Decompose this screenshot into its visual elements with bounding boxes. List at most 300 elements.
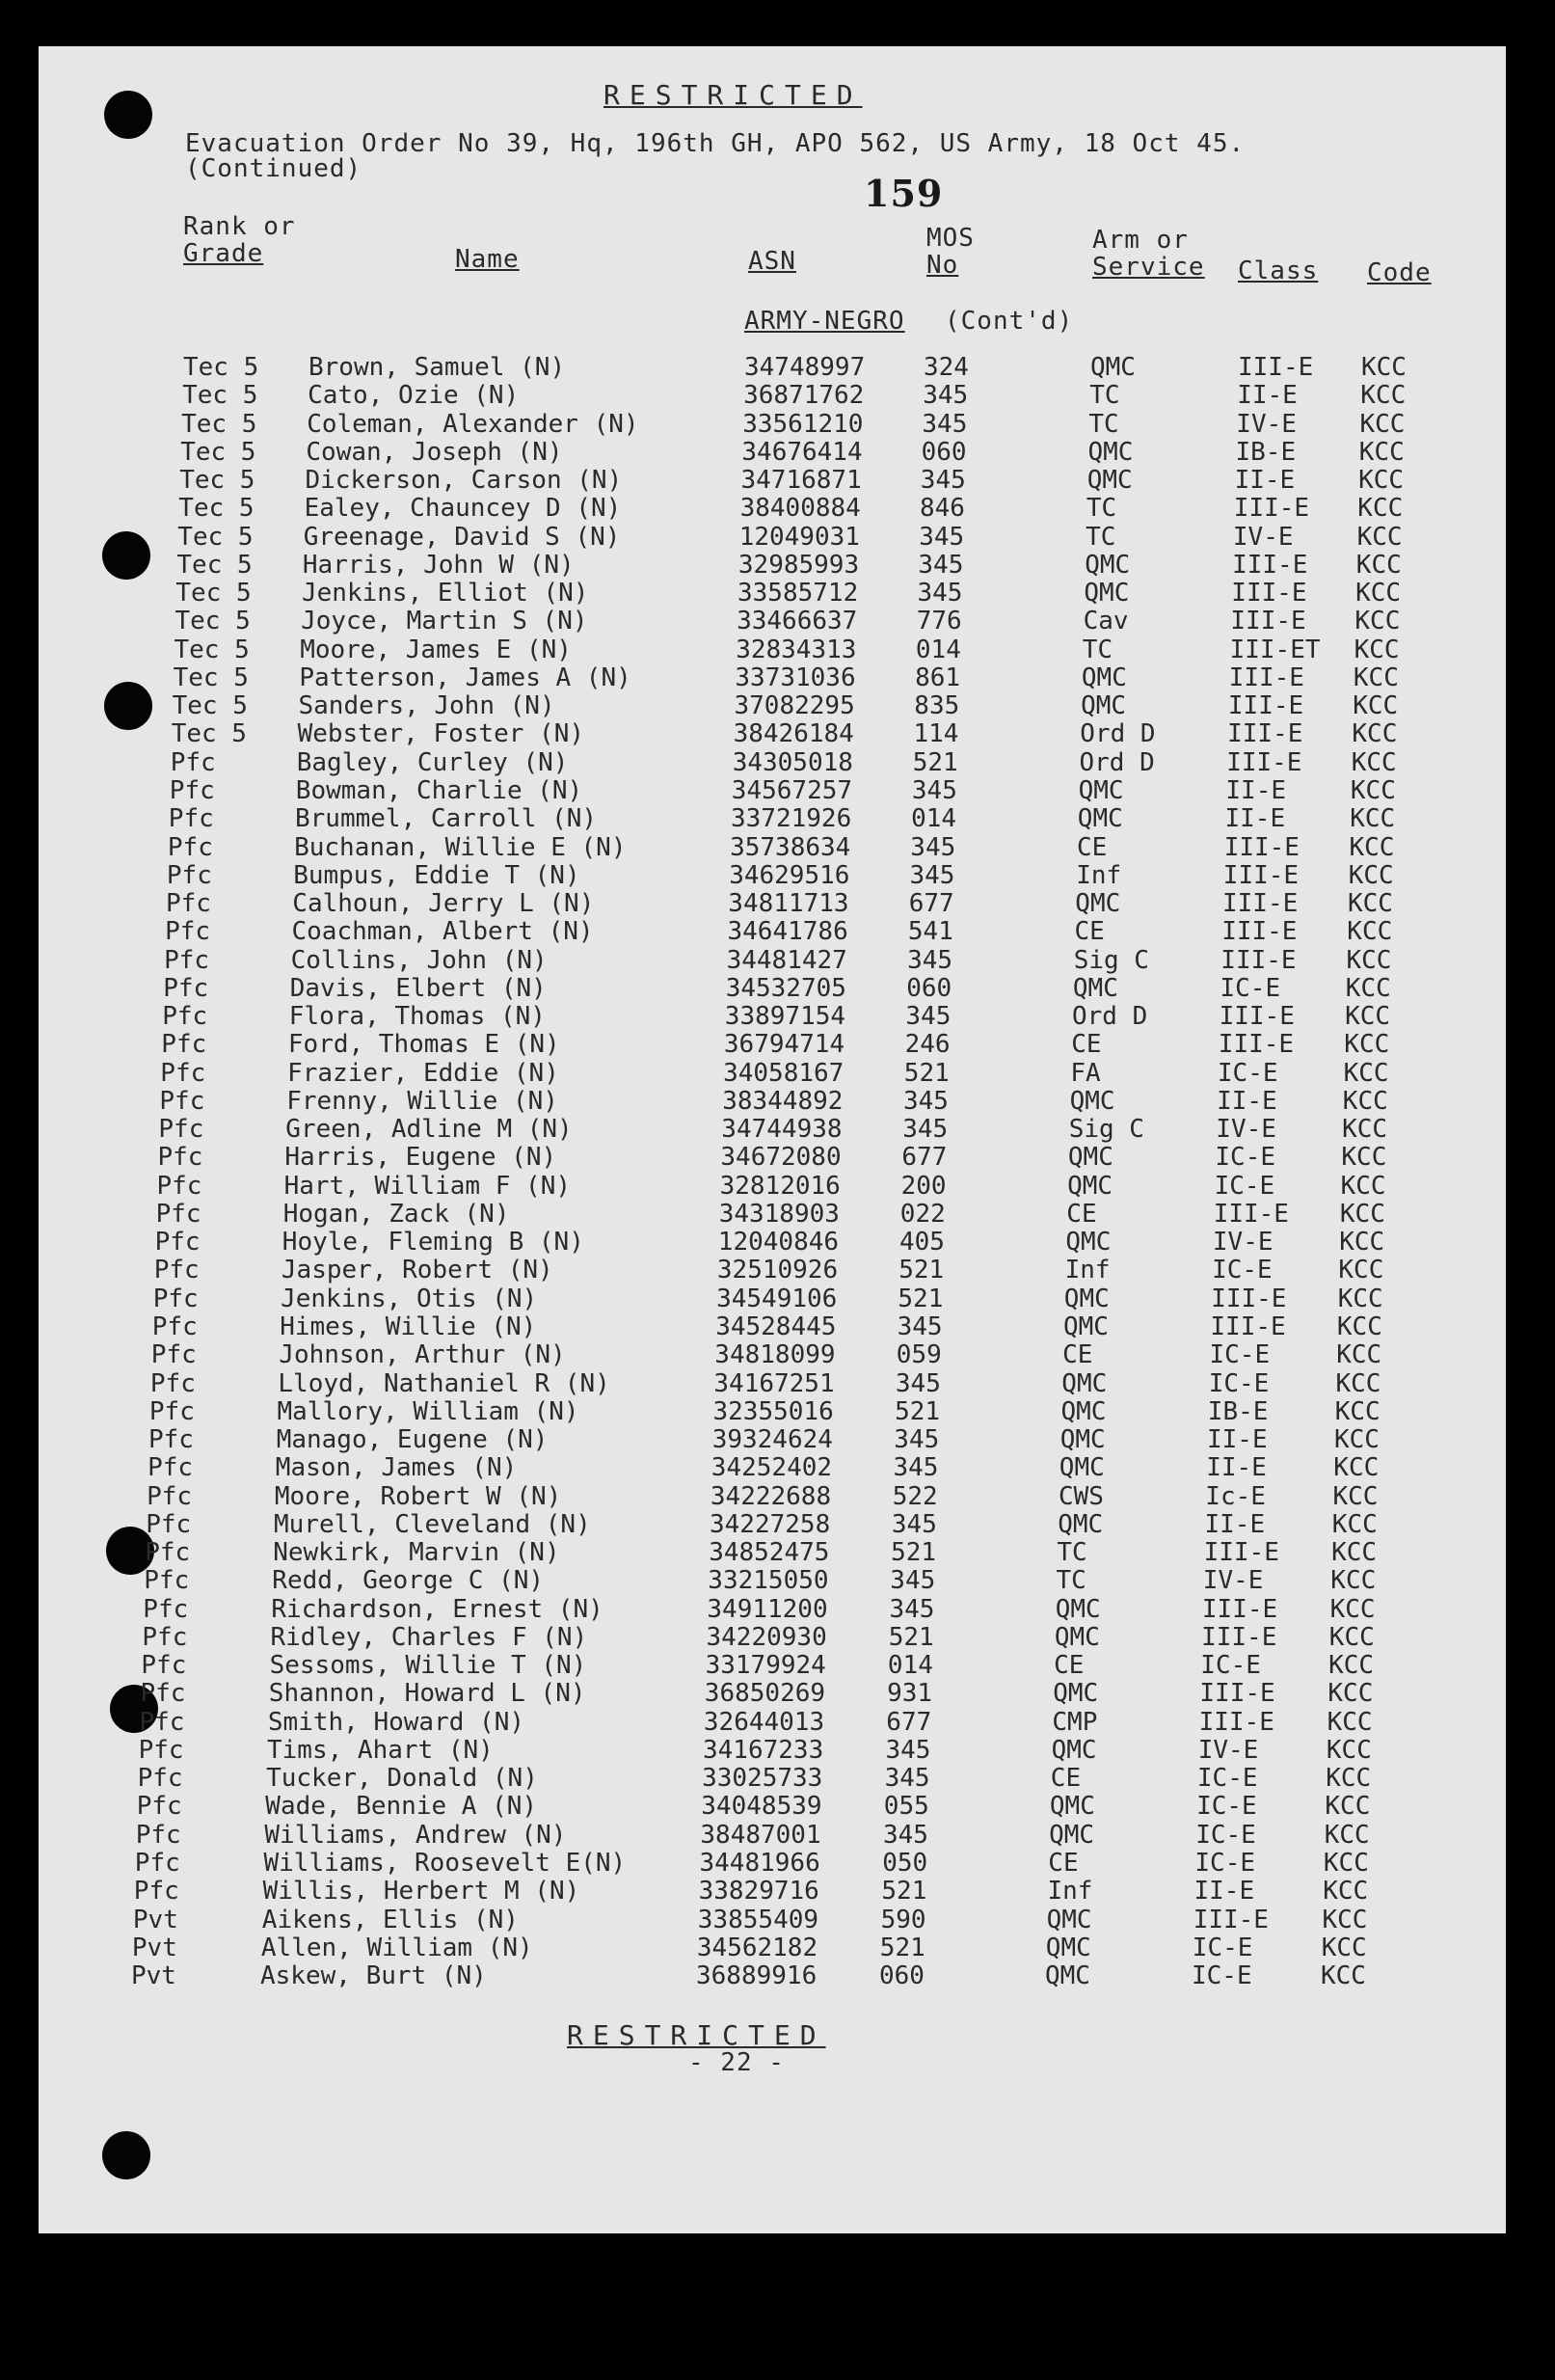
row-asn: 35738634 xyxy=(730,832,851,862)
row-mos: 345 xyxy=(885,1735,931,1765)
row-name: Sanders, John (N) xyxy=(298,691,555,721)
row-rank: Pfc xyxy=(166,860,212,890)
row-name: Moore, James E (N) xyxy=(300,635,572,664)
binder-hole xyxy=(102,2131,150,2179)
row-mos: 846 xyxy=(920,494,965,524)
row-rank: Pfc xyxy=(136,1792,182,1822)
row-code: KCC xyxy=(1353,663,1399,692)
row-arm: QMC xyxy=(1058,1509,1104,1539)
table-row xyxy=(0,1961,1555,1989)
row-rank: Pfc xyxy=(135,1820,181,1850)
row-asn: 33721926 xyxy=(731,804,852,834)
row-rank: Tec 5 xyxy=(173,663,249,692)
row-code: KCC xyxy=(1335,1368,1381,1398)
table-row xyxy=(0,946,1555,974)
row-arm: CE xyxy=(1050,1764,1082,1794)
row-name: Ridley, Charles F (N) xyxy=(270,1622,588,1652)
row-name: Flora, Thomas (N) xyxy=(288,1002,546,1032)
row-name: Hoyle, Fleming B (N) xyxy=(282,1228,584,1258)
table-row xyxy=(0,861,1555,889)
row-class: II-E xyxy=(1206,1453,1267,1483)
row-class: III-E xyxy=(1203,1538,1279,1568)
row-rank: Tec 5 xyxy=(171,719,247,749)
row-code: KCC xyxy=(1357,494,1404,524)
table-row xyxy=(0,1510,1555,1538)
row-mos: 059 xyxy=(896,1340,942,1370)
table-row xyxy=(0,917,1555,945)
row-code: KCC xyxy=(1336,1312,1382,1341)
row-asn: 34818099 xyxy=(714,1340,836,1370)
row-code: KCC xyxy=(1340,1171,1386,1201)
row-asn: 12049031 xyxy=(738,522,860,552)
row-rank: Pfc xyxy=(164,945,210,975)
row-mos: 521 xyxy=(898,1284,944,1313)
row-name: Dickerson, Carson (N) xyxy=(305,466,623,496)
row-arm: TC xyxy=(1086,494,1117,524)
column-header-arm-line1: Arm or xyxy=(1092,226,1189,255)
row-mos: 776 xyxy=(916,607,962,636)
row-arm: QMC xyxy=(1049,1820,1095,1850)
row-mos: 345 xyxy=(897,1312,943,1341)
table-row xyxy=(0,381,1555,409)
row-code: KCC xyxy=(1355,579,1402,609)
row-asn: 38344892 xyxy=(722,1086,844,1116)
row-mos: 345 xyxy=(891,1509,937,1539)
row-asn: 36889916 xyxy=(696,1961,818,1990)
row-mos: 200 xyxy=(900,1171,947,1201)
row-name: Jenkins, Otis (N) xyxy=(281,1284,538,1313)
row-name: Brown, Samuel (N) xyxy=(308,353,566,382)
row-arm: QMC xyxy=(1077,804,1123,834)
row-code: KCC xyxy=(1336,1340,1382,1370)
row-asn: 32834313 xyxy=(736,635,857,664)
row-rank: Pvt xyxy=(131,1933,177,1962)
row-arm: QMC xyxy=(1067,1143,1113,1173)
row-asn: 34528445 xyxy=(715,1312,837,1341)
row-code: KCC xyxy=(1321,1961,1366,1990)
row-rank: Pfc xyxy=(159,1086,205,1116)
row-rank: Tec 5 xyxy=(175,579,252,609)
row-mos: 522 xyxy=(892,1481,938,1511)
row-mos: 246 xyxy=(904,1030,951,1060)
table-row xyxy=(0,1595,1555,1623)
row-arm: FA xyxy=(1070,1058,1101,1088)
table-row xyxy=(0,1679,1555,1707)
column-header-rank-line1: Rank or xyxy=(183,212,296,241)
row-mos: 345 xyxy=(920,466,966,496)
row-asn: 34167233 xyxy=(703,1735,824,1765)
row-class: III-E xyxy=(1222,860,1300,890)
row-arm: CE xyxy=(1071,1030,1102,1060)
row-mos: 590 xyxy=(880,1905,926,1934)
row-mos: 405 xyxy=(899,1228,945,1258)
row-class: IC-E xyxy=(1215,1143,1276,1173)
row-name: Tucker, Donald (N) xyxy=(266,1764,538,1794)
row-arm: QMC xyxy=(1053,1679,1099,1709)
row-arm: QMC xyxy=(1055,1594,1101,1624)
row-arm: QMC xyxy=(1045,1933,1091,1962)
row-rank: Pfc xyxy=(143,1594,189,1624)
row-name: Coachman, Albert (N) xyxy=(291,917,594,947)
row-class: IC-E xyxy=(1196,1764,1258,1794)
row-asn: 34676414 xyxy=(741,437,863,467)
row-code: KCC xyxy=(1355,550,1402,580)
row-arm: QMC xyxy=(1060,1396,1107,1426)
row-arm: QMC xyxy=(1063,1284,1110,1313)
row-class: IV-E xyxy=(1202,1566,1264,1596)
row-name: Sessoms, Willie T (N) xyxy=(269,1651,587,1681)
row-mos: 114 xyxy=(913,719,959,749)
row-arm: CE xyxy=(1074,917,1105,947)
row-arm: TC xyxy=(1057,1538,1087,1568)
row-asn: 34481966 xyxy=(699,1848,820,1878)
column-header-mos-line2: No xyxy=(926,251,959,280)
row-name: Newkirk, Marvin (N) xyxy=(273,1538,560,1568)
row-arm: QMC xyxy=(1065,1228,1112,1258)
row-asn: 34567257 xyxy=(731,775,853,805)
row-class: II-E xyxy=(1217,1086,1277,1116)
row-asn: 34629516 xyxy=(729,860,850,890)
row-mos: 345 xyxy=(909,860,955,890)
row-class: III-E xyxy=(1226,747,1302,777)
row-class: IV-E xyxy=(1197,1735,1259,1765)
table-row xyxy=(0,1115,1555,1143)
row-class: IB-E xyxy=(1235,437,1297,467)
row-mos: 060 xyxy=(906,973,952,1003)
row-class: IC-E xyxy=(1192,1961,1252,1990)
row-rank: Pfc xyxy=(158,1115,204,1145)
row-arm: QMC xyxy=(1086,466,1133,496)
row-mos: 677 xyxy=(908,889,954,918)
row-mos: 345 xyxy=(895,1368,941,1398)
row-rank: Tec 5 xyxy=(174,607,251,636)
row-name: Green, Adline M (N) xyxy=(285,1115,573,1145)
row-asn: 33829716 xyxy=(698,1877,819,1907)
row-code: KCC xyxy=(1325,1792,1371,1822)
row-mos: 521 xyxy=(879,1933,925,1962)
row-code: KCC xyxy=(1344,1030,1390,1060)
row-class: III-E xyxy=(1232,550,1308,580)
row-class: III-E xyxy=(1220,945,1297,975)
row-arm: QMC xyxy=(1081,663,1127,692)
row-name: Jasper, Robert (N) xyxy=(281,1256,553,1285)
row-mos: 345 xyxy=(919,522,965,552)
table-row xyxy=(0,1285,1555,1312)
table-row xyxy=(0,974,1555,1002)
table-row xyxy=(0,889,1555,917)
row-mos: 345 xyxy=(903,1086,949,1116)
row-arm: QMC xyxy=(1081,691,1127,721)
row-name: Harris, John W (N) xyxy=(302,550,575,580)
row-rank: Pfc xyxy=(133,1877,179,1907)
row-rank: Tec 5 xyxy=(176,550,253,580)
row-class: III-E xyxy=(1198,1707,1274,1737)
row-name: Frenny, Willie (N) xyxy=(286,1086,558,1116)
row-asn: 33855409 xyxy=(697,1905,819,1934)
row-arm: QMC xyxy=(1069,1086,1115,1116)
row-name: Brummel, Carroll (N) xyxy=(295,804,598,834)
row-arm: QMC xyxy=(1061,1368,1108,1398)
row-asn: 38487001 xyxy=(700,1820,821,1850)
row-arm: QMC xyxy=(1059,1425,1106,1454)
row-rank: Pfc xyxy=(146,1509,192,1539)
row-asn: 34220930 xyxy=(706,1622,827,1652)
row-asn: 33215050 xyxy=(708,1566,829,1596)
row-mos: 014 xyxy=(915,635,961,664)
row-class: III-E xyxy=(1199,1679,1275,1709)
table-row xyxy=(0,1425,1555,1453)
row-class: III-E xyxy=(1201,1594,1278,1624)
row-arm: QMC xyxy=(1067,1171,1113,1201)
row-asn: 34305018 xyxy=(732,747,853,777)
row-arm: CE xyxy=(1077,832,1108,862)
row-arm: QMC xyxy=(1084,579,1130,609)
row-rank: Pfc xyxy=(140,1679,186,1709)
row-code: KCC xyxy=(1345,973,1391,1003)
table-row xyxy=(0,804,1555,832)
row-name: Manago, Eugene (N) xyxy=(276,1425,549,1454)
row-class: II-E xyxy=(1237,381,1298,411)
row-name: Redd, George C (N) xyxy=(272,1566,545,1596)
row-asn: 34048539 xyxy=(701,1792,822,1822)
row-name: Aikens, Ellis (N) xyxy=(261,1905,519,1934)
row-mos: 345 xyxy=(910,832,956,862)
table-row xyxy=(0,1397,1555,1425)
row-code: KCC xyxy=(1329,1594,1376,1624)
row-rank: Pfc xyxy=(154,1228,201,1258)
row-code: KCC xyxy=(1346,945,1392,975)
table-row xyxy=(0,1764,1555,1792)
row-arm: TC xyxy=(1082,635,1113,664)
row-arm: QMC xyxy=(1051,1735,1097,1765)
row-mos: 521 xyxy=(912,747,958,777)
row-rank: Tec 5 xyxy=(180,437,256,467)
row-rank: Pfc xyxy=(149,1368,196,1398)
row-name: Mason, James (N) xyxy=(275,1453,518,1483)
row-mos: 521 xyxy=(891,1538,937,1568)
row-class: III-E xyxy=(1221,917,1298,947)
table-row xyxy=(0,607,1555,635)
table-row xyxy=(0,1651,1555,1679)
row-code: KCC xyxy=(1352,719,1398,749)
row-asn: 34318903 xyxy=(718,1199,840,1229)
row-class: II-E xyxy=(1234,466,1296,496)
row-code: KCC xyxy=(1343,1058,1389,1088)
row-asn: 32985993 xyxy=(737,550,860,580)
row-code: KCC xyxy=(1328,1622,1375,1652)
table-row xyxy=(0,1002,1555,1030)
row-asn: 33585712 xyxy=(737,579,859,609)
row-arm: Sig C xyxy=(1068,1115,1144,1145)
row-code: KCC xyxy=(1332,1481,1379,1511)
row-asn: 34222688 xyxy=(710,1481,832,1511)
row-name: Harris, Eugene (N) xyxy=(284,1143,557,1173)
row-name: Smith, Howard (N) xyxy=(267,1707,524,1737)
page-number: - 22 - xyxy=(688,2048,785,2077)
row-arm: QMC xyxy=(1059,1453,1105,1483)
row-code: KCC xyxy=(1350,804,1396,834)
row-arm: QMC xyxy=(1087,437,1134,467)
row-rank: Pfc xyxy=(157,1143,203,1173)
row-name: Williams, Roosevelt E(N) xyxy=(263,1848,627,1878)
row-code: KCC xyxy=(1327,1707,1373,1737)
row-asn: 34672080 xyxy=(720,1143,842,1173)
row-rank: Pfc xyxy=(170,747,216,777)
row-asn: 12040846 xyxy=(717,1228,840,1258)
row-class: III-E xyxy=(1228,663,1304,692)
row-arm: QMC xyxy=(1090,353,1136,382)
row-class: III-E xyxy=(1238,353,1314,382)
row-arm: CMP xyxy=(1052,1707,1098,1737)
row-class: II-E xyxy=(1225,775,1287,805)
table-row xyxy=(0,1821,1555,1849)
row-class: III-E xyxy=(1231,579,1307,609)
table-row xyxy=(0,1059,1555,1087)
row-arm: Inf xyxy=(1047,1877,1093,1907)
row-code: KCC xyxy=(1345,1002,1391,1032)
row-class: IV-E xyxy=(1232,522,1294,552)
row-rank: Tec 5 xyxy=(182,381,258,411)
table-row xyxy=(0,1736,1555,1764)
row-code: KCC xyxy=(1322,1905,1368,1934)
row-name: Frazier, Eddie (N) xyxy=(287,1058,559,1088)
row-mos: 521 xyxy=(903,1058,950,1088)
row-code: KCC xyxy=(1326,1735,1372,1765)
row-rank: Pfc xyxy=(163,973,209,1003)
row-mos: 345 xyxy=(894,1425,940,1454)
row-name: Bumpus, Eddie T (N) xyxy=(293,860,580,890)
table-row xyxy=(0,1200,1555,1228)
row-code: KCC xyxy=(1326,1764,1372,1794)
row-class: III-E xyxy=(1223,832,1300,862)
row-arm: TC xyxy=(1088,409,1119,439)
column-header-name: Name xyxy=(455,245,520,274)
row-class: IV-E xyxy=(1236,409,1297,439)
row-mos: 345 xyxy=(918,550,964,580)
row-mos: 521 xyxy=(888,1622,934,1652)
row-arm: QMC xyxy=(1078,775,1124,805)
row-class: II-E xyxy=(1207,1425,1268,1454)
row-code: KCC xyxy=(1341,1143,1387,1173)
row-arm: TC xyxy=(1089,381,1120,411)
row-asn: 38400884 xyxy=(739,494,861,524)
row-name: Cato, Ozie (N) xyxy=(308,381,520,411)
row-mos: 345 xyxy=(911,775,957,805)
order-title-continued: (Continued) xyxy=(185,154,362,183)
row-asn: 33561210 xyxy=(742,409,864,439)
table-row xyxy=(0,691,1555,719)
row-class: IC-E xyxy=(1192,1933,1253,1962)
row-name: Greenage, David S (N) xyxy=(303,522,621,552)
row-class: IV-E xyxy=(1212,1228,1273,1258)
row-rank: Pfc xyxy=(150,1340,197,1370)
row-code: KCC xyxy=(1334,1396,1381,1426)
row-rank: Tec 5 xyxy=(172,691,248,721)
table-row xyxy=(0,1623,1555,1651)
table-row xyxy=(0,1792,1555,1820)
row-name: Shannon, Howard L (N) xyxy=(268,1679,586,1709)
row-class: II-E xyxy=(1224,804,1286,834)
section-heading: ARMY-NEGRO xyxy=(744,307,905,336)
row-code: KCC xyxy=(1330,1566,1377,1596)
row-code: KCC xyxy=(1351,747,1397,777)
row-rank: Pfc xyxy=(138,1735,184,1765)
row-name: Ford, Thomas E (N) xyxy=(287,1030,560,1060)
row-asn: 34227258 xyxy=(710,1509,831,1539)
column-header-asn: ASN xyxy=(748,247,796,276)
row-rank: Tec 5 xyxy=(183,353,259,382)
row-class: IC-E xyxy=(1208,1368,1270,1398)
table-row xyxy=(0,1708,1555,1736)
row-rank: Pfc xyxy=(168,804,214,834)
row-asn: 34852475 xyxy=(709,1538,830,1568)
row-mos: 345 xyxy=(917,579,963,609)
row-mos: 345 xyxy=(893,1453,939,1483)
row-class: III-E xyxy=(1210,1312,1286,1341)
table-row xyxy=(0,523,1555,551)
table-row xyxy=(0,1482,1555,1510)
row-arm: Ord D xyxy=(1079,747,1155,777)
row-name: Tims, Ahart (N) xyxy=(267,1735,494,1765)
row-mos: 521 xyxy=(898,1256,945,1285)
table-row xyxy=(0,1566,1555,1594)
row-code: KCC xyxy=(1321,1933,1367,1962)
table-row xyxy=(0,466,1555,494)
row-name: Cowan, Joseph (N) xyxy=(306,437,563,467)
row-mos: 324 xyxy=(924,353,969,382)
row-code: KCC xyxy=(1358,466,1405,496)
row-code: KCC xyxy=(1356,522,1403,552)
page-stamp: 159 xyxy=(864,172,944,215)
row-mos: 022 xyxy=(899,1199,946,1229)
row-name: Patterson, James A (N) xyxy=(299,663,631,692)
row-rank: Pfc xyxy=(167,832,213,862)
row-name: Coleman, Alexander (N) xyxy=(307,409,639,439)
row-class: IC-E xyxy=(1212,1256,1273,1285)
row-asn: 32644013 xyxy=(703,1707,825,1737)
row-class: IV-E xyxy=(1216,1115,1276,1145)
table-row xyxy=(0,1906,1555,1934)
table-row xyxy=(0,1369,1555,1397)
section-heading-suffix: (Cont'd) xyxy=(945,307,1074,336)
row-name: Askew, Burt (N) xyxy=(260,1961,487,1990)
restricted-header: RESTRICTED xyxy=(603,79,863,111)
row-mos: 521 xyxy=(881,1877,927,1907)
table-row xyxy=(0,1030,1555,1058)
column-header-arm-line2: Service xyxy=(1092,253,1205,282)
row-rank: Pfc xyxy=(155,1199,201,1229)
table-row xyxy=(0,579,1555,607)
row-asn: 34641786 xyxy=(727,917,848,947)
row-mos: 055 xyxy=(883,1792,929,1822)
row-mos: 014 xyxy=(911,804,957,834)
table-row xyxy=(0,1849,1555,1877)
row-asn: 36871762 xyxy=(743,381,865,411)
row-arm: CE xyxy=(1066,1199,1097,1229)
column-header-class: Class xyxy=(1238,257,1319,285)
row-name: Himes, Willie (N) xyxy=(280,1312,537,1341)
row-arm: Ord D xyxy=(1072,1002,1148,1032)
row-asn: 34716871 xyxy=(740,466,862,496)
row-class: IC-E xyxy=(1195,1820,1256,1850)
row-name: Bagley, Curley (N) xyxy=(296,747,569,777)
row-asn: 33897154 xyxy=(724,1002,846,1032)
row-code: KCC xyxy=(1350,775,1396,805)
row-class: II-E xyxy=(1204,1509,1266,1539)
row-code: KCC xyxy=(1327,1679,1374,1709)
row-rank: Pfc xyxy=(144,1566,190,1596)
row-asn: 37082295 xyxy=(734,691,855,721)
